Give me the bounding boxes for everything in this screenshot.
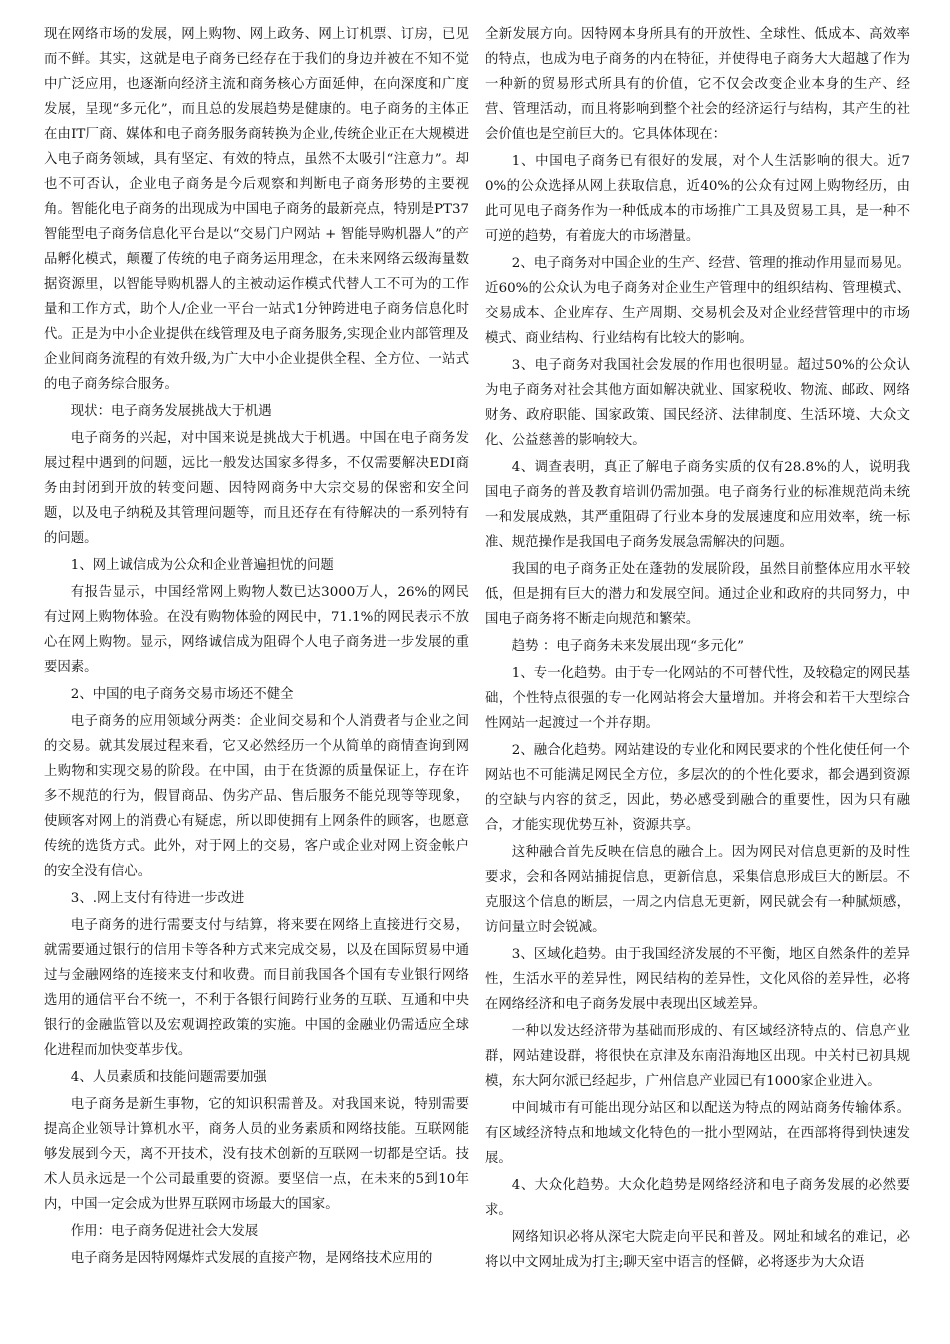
left-paragraph: 电子商务是因特网爆炸式发展的直接产物，是网络技术应用的 xyxy=(70,1251,433,1266)
left-section-heading: 作用：电子商务促进社会大发展 xyxy=(70,1224,259,1239)
right-paragraph: 网络知识必将从深宅大院走向平民和普及。网址和域名的难记，必将以中文网址成为打主;聊天室中语言的怪僻，必将逐步为大众语 xyxy=(485,1230,910,1270)
left-section-heading: 现状：电子商务发展挑战大于机遇 xyxy=(70,404,272,419)
right-paragraph: 中间城市有可能出现分站区和以配送为特点的网站商务传输体系。有区域经济特点和地域文化特色的一批小型网站，在西部将得到快速发展。 xyxy=(485,1101,910,1166)
right-paragraph: 3、区域化趋势。由于我国经济发展的不平衡，地区自然条件的差异性，生活水平的差异性，网民结构的差异性，文化风俗的差异性，必将在网络经济和电子商务发展中表现出区域差异。 xyxy=(485,947,910,1012)
left-paragraph: 电子商务是新生事物，它的知识积需普及。对我国来说，特别需要提高企业领导计算机水平，商务人员的业务素质和网络技能。互联网能够发展到今天，离不开技术，没有技术创新的互联网一切都是空话。技术人员永远是一个公司最重要的资源。要坚信一点，在未来的5到10年内，中国一定会成为世界互联网市场最大的国家。 xyxy=(44,1097,469,1212)
right-paragraph: 2、电子商务对中国企业的生产、经营、管理的推动作用显而易见。近60%的公众认为电子商务对企业生产管理中的组织结构、管理模式、交易成本、企业库存、生产周期、交易机会及对企业经营管理中的市场模式、商业结构、行业结构有比较大的影响。 xyxy=(485,256,910,346)
document-page xyxy=(44,22,910,1332)
right-paragraph: 一种以发达经济带为基础而形成的、有区域经济特点的、信息产业群，网站建设群，将很快在京津及东南沿海地区出现。中关村已初具规模，东大阿尔派已经起步，广州信息产业园已有1000家企业进入。 xyxy=(485,1024,910,1089)
left-section-heading: 4、人员素质和技能问题需要加强 xyxy=(70,1070,267,1085)
right-paragraph: 全新发展方向。因特网本身所具有的开放性、全球性、低成本、高效率的特点，也成为电子商务的内在特征，并使得电子商务大大超越了作为一种新的贸易形式所具有的价值，它不仅会改变企业本身的生产、经营、管理活动，而且将影响到整个社会的经济运行与结构，其产生的社会价值也是空前巨大的。它具体体现在： xyxy=(485,27,910,142)
right-paragraph: 4、大众化趋势。大众化趋势是网络经济和电子商务发展的必然要求。 xyxy=(485,1178,910,1218)
right-paragraph: 2、融合化趋势。网站建设的专业化和网民要求的个性化使任何一个网站也不可能满足网民全方位，多层次的的个性化要求，都会遇到资源的空缺与内容的贫乏，因此，势必感受到融合的重要性，因为只有融合，才能实现优势互补，资源共享。 xyxy=(485,743,910,833)
right-paragraph: 1、中国电子商务已有很好的发展，对个人生活影响的很大。近70%的公众选择从网上获取信息，近40%的公众有过网上购物经历，由此可见电子商务作为一种低成本的市场推广工具及贸易工具，是一种不可逆的趋势，有着庞大的市场潜量。 xyxy=(485,154,910,244)
left-paragraph: 电子商务的兴起，对中国来说是挑战大于机遇。中国在电子商务发展过程中遇到的问题，远比一般发达国家多得多，不仅需要解决EDI商务由封闭到开放的转变问题、因特网商务中大宗交易的保密和安全问题，以及电子纳税及其管理问题等，而且还存在有待解决的一系列特有的问题。 xyxy=(44,431,469,546)
right-paragraph: 这种融合首先反映在信息的融合上。因为网民对信息更新的及时性要求，会和各网站捕捉信息，更新信息，采集信息形成巨大的断层。不克服这个信息的断层，一周之内信息无更新，网民就会有一种腻烦感，访问量立时会锐减。 xyxy=(485,845,910,935)
left-paragraph: 有报告显示，中国经常网上购物人数已达3000万人，26%的网民有过网上购物体验。在没有购物体验的网民中，71.1%的网民表示不放心在网上购物。显示，网络诚信成为阻碍个人电子商务进一步发展的重要因素。 xyxy=(44,585,469,675)
right-paragraph: 4、调查表明，真正了解电子商务实质的仅有28.8%的人，说明我国电子商务的普及教育培训仍需加强。电子商务行业的标准规范尚未统一和发展成熟，其严重阻碍了行业本身的发展速度和应用效率，统一标准、规范操作是我国电子商务发展急需解决的问题。 xyxy=(485,460,910,550)
left-column xyxy=(44,22,469,1273)
right-paragraph: 1、专一化趋势。由于专一化网站的不可替代性，及较稳定的网民基础，个性特点很强的专一化网站将会大量增加。并将会和若干大型综合性网站一起渡过一个并存期。 xyxy=(485,666,910,731)
left-section-heading: 1、网上诚信成为公众和企业普遍担忧的问题 xyxy=(70,558,334,573)
right-paragraph: 我国的电子商务正处在蓬勃的发展阶段，虽然目前整体应用水平较低，但是拥有巨大的潜力和发展空间。通过企业和政府的共同努力，中国电子商务将不断走向规范和繁荣。 xyxy=(485,562,910,627)
left-paragraph: 电子商务的进行需要支付与结算，将来要在网络上直接进行交易，就需要通过银行的信用卡等各种方式来完成交易，以及在国际贸易中通过与金融网络的连接来支付和收费。而目前我国各个国有专业银行网络选用的通信平台不统一，不利于各银行间跨行业务的互联、互通和中央银行的金融监管以及宏观调控政策的实施。中国的金融业仍需适应全球化进程而加快变革步伐。 xyxy=(44,918,469,1058)
right-paragraph: 3、电子商务对我国社会发展的作用也很明显。超过50%的公众认为电子商务对社会其他方面如解决就业、国家税收、物流、邮政、网络财务、政府职能、国家政策、国民经济、法律制度、生活环境、大众文化、公益慈善的影响较大。 xyxy=(485,358,910,448)
right-column xyxy=(485,22,910,1277)
left-paragraph: 现在网络市场的发展，网上购物、网上政务、网上订机票、订房，已见而不鲜。其实，这就是电子商务已经存在于我们的身边并被在不知不觉中广泛应用，也逐渐向经济主流和商务核心方面延伸，在向深度和广度发展，呈现“多元化”，而且总的发展趋势是健康的。电子商务的主体正在由IT厂商、媒体和电子商务服务商转换为企业,传统企业正在大规模进入电子商务领域，具有坚定、有效的特点，虽然不太吸引“注意力”。却也不可否认，企业电子商务是今后观察和判断电子商务形势的主要视角。智能化电子商务的出现成为中国电子商务的最新亮点，特别是PT37智能型电子商务信息化平台是以“交易门户网站 + 智能导购机器人”的产品孵化模式，颠覆了传统的电子商务运用理念，在未来网络云级海量数据资源里，以智能导购机器人的主被动运作模式代替人工不可为的工作量和工作方式，助个人/企业一平台一站式1分钟跨进电子商务信息化时代。正是为中小企业提供在线管理及电子商务服务,实现企业内部管理及企业间商务流程的有效升级,为广大中小企业提供全程、全方位、一站式的电子商务综合服务。 xyxy=(44,27,469,392)
right-section-heading: 趋势 ：电子商务未来发展出现“多元化” xyxy=(511,639,744,654)
left-paragraph: 电子商务的应用领域分两类：企业间交易和个人消费者与企业之间的交易。就其发展过程来看，它又必然经历一个从简单的商情查询到网上购物和实现交易的阶段。在中国，由于在货源的质量保证上，存在许多不规范的行为，假冒商品、伪劣产品、售后服务不能兑现等等现象，使顾客对网上的消费心有疑虑，所以即使拥有上网条件的顾客，也愿意传统的选货方式。此外，对于网上的交易，客户或企业对网上资金帐户的安全没有信心。 xyxy=(44,714,469,879)
left-section-heading: 2、中国的电子商务交易市场还不健全 xyxy=(70,687,294,702)
left-section-heading: 3、.网上支付有待进一步改进 xyxy=(70,891,245,906)
